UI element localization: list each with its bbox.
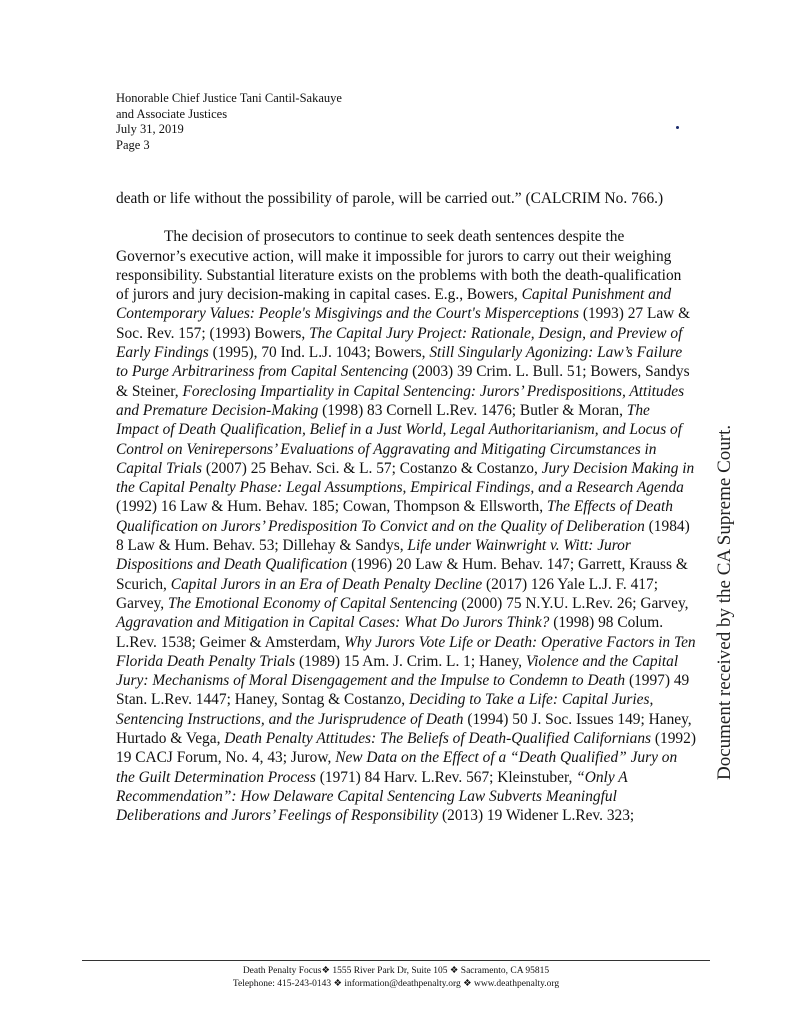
citation-title: Death Penalty Attitudes: The Beliefs of Death-Qualified Californians bbox=[224, 730, 652, 748]
citation-text: (1995), 70 Ind. L.J. 1043; Bowers, bbox=[208, 344, 430, 362]
citation-title: Life under Wainwright v. Witt: Juror Dispositions and Death Qualification bbox=[116, 537, 631, 574]
citations-paragraph bbox=[116, 227, 696, 825]
citation-title: Jury Decision Making in the Capital Penalty Phase: Legal Assumptions, Empirical Findings, and a Research Agenda bbox=[116, 459, 695, 497]
citation-title: The Effects of Death Qualification on Jurors’ Predisposition To Convict and on the Quality of Deliberation bbox=[116, 498, 673, 535]
citation-title: Aggravation and Mitigation in Capital Cases: What Do Jurors Think? bbox=[116, 614, 550, 632]
stray-dot bbox=[676, 126, 679, 129]
citation-title: The Capital Jury Project: Rationale, Design, and Preview of Early Findings bbox=[116, 324, 683, 362]
citation-title: Why Jurors Vote Life or Death: Operative Factors in Ten Florida Death Penalty Trials bbox=[116, 633, 696, 670]
addressee-line-1: Honorable Chief Justice Tani Cantil-Sakauye bbox=[116, 91, 342, 105]
citation-title: New Data on the Effect of a “Death Qualified” Jury on the Guilt Determination Process bbox=[116, 749, 678, 786]
citation-title: Violence and the Capital Jury: Mechanisms of Moral Disengagement and the Impulse to Condemn to Death bbox=[116, 652, 679, 690]
citation-list bbox=[116, 286, 696, 824]
citation-title: Capital Punishment and Contemporary Values: People's Misgivings and the Court's Misperceptions bbox=[116, 286, 672, 323]
citation-title: The Emotional Economy of Capital Sentencing bbox=[168, 594, 458, 612]
footer-rule bbox=[82, 960, 710, 961]
letter-header bbox=[116, 91, 342, 153]
citation-text: (1994) 50 J. Soc. Issues 149; Haney, Hurtado & Vega, bbox=[116, 710, 692, 748]
citation-text: (1971) 84 Harv. L.Rev. 567; Kleinstuber, bbox=[315, 768, 577, 786]
letter-date: July 31, 2019 bbox=[116, 122, 184, 136]
letterhead-footer bbox=[82, 965, 710, 991]
citation-title: The Impact of Death Qualification, Belief in a Just World, Legal Authoritarianism, and Locus of Control on Venirepersons’ Evaluations of Aggravating and Mitigating Circumstances in Capital Trials bbox=[116, 401, 683, 477]
citation-title: “Only A Recommendation”: How Delaware Capital Sentencing Law Subverts Meaningful Deliberations and Jurors’ Feelings of Responsibility bbox=[116, 768, 628, 825]
citation-text: (1997) 49 Stan. L.Rev. 1447; Haney, Sontag & Costanzo, bbox=[116, 672, 690, 709]
page-number: Page 3 bbox=[116, 137, 150, 152]
addressee-line-2: and Associate Justices bbox=[116, 106, 228, 121]
footer-address: Death Penalty Focus❖ 1555 River Park Dr, Suite 105 ❖ Sacramento, CA 95815 bbox=[242, 966, 550, 976]
citation-text: (2003) 39 Crim. L. Bull. 51; Bowers, Sandys & Steiner, bbox=[116, 363, 690, 400]
citation-text: (2000) 75 N.Y.U. L.Rev. 26; Garvey, bbox=[457, 594, 689, 612]
court-received-stamp: Document received by the CA Supreme Court. bbox=[714, 424, 735, 780]
citation-text: (2013) 19 Widener L.Rev. 323; bbox=[438, 807, 635, 825]
citation-text: (2007) 25 Behav. Sci. & L. 57; Costanzo & Costanzo, bbox=[201, 459, 542, 477]
citation-text: (1984) 8 Law & Hum. Behav. 53; Dillehay & Sandys, bbox=[116, 517, 690, 555]
continuation-paragraph: death or life without the possibility of parole, will be carried out.” (CALCRIM No. 766.) bbox=[116, 190, 664, 207]
intro-text: The decision of prosecutors to continue to seek death sentences despite the Governor’s executive action, will make it impossible for jurors to carry out their weighing responsibility. Substantial literature exists on the problems with both the death-qualification of jurors and jury decision-making in capital cases. E.g., bbox=[116, 228, 682, 304]
citation-text: (1996) 20 Law & Hum. Behav. 147; Garrett, Krauss & Scurich, bbox=[116, 556, 688, 593]
footer-contact: Telephone: 415-243-0143 ❖ information@deathpenalty.org ❖ www.deathpenalty.org bbox=[232, 979, 560, 989]
citation-text: (1998) 98 Colum. L.Rev. 1538; Geimer & Amsterdam, bbox=[116, 614, 664, 651]
citation-text: (1989) 15 Am. J. Crim. L. 1; Haney, bbox=[295, 652, 526, 670]
citation-text: (1993) 27 Law & Soc. Rev. 157; (1993) Bowers, bbox=[116, 305, 691, 342]
letter-body bbox=[116, 189, 696, 826]
citation-title: Deciding to Take a Life: Capital Juries, Sentencing Instructions, and the Jurisprudence of Death bbox=[116, 691, 654, 728]
citation-text: (1992) 16 Law & Hum. Behav. 185; Cowan, Thompson & Ellsworth, bbox=[116, 498, 547, 516]
citation-text: (1998) 83 Cornell L.Rev. 1476; Butler & Moran, bbox=[318, 401, 627, 419]
citation-title: Capital Jurors in an Era of Death Penalty Decline bbox=[170, 575, 483, 593]
citation-title: Still Singularly Agonizing: Law’s Failure to Purge Arbitrariness from Capital Sentencing bbox=[116, 344, 683, 381]
citation-title: Foreclosing Impartiality in Capital Sentencing: Jurors’ Predispositions, Attitudes and Premature Decision-Making bbox=[116, 382, 685, 419]
citation-text: Bowers, bbox=[466, 286, 522, 304]
citation-text: (2017) 126 Yale L.J. F. 417; Garvey, bbox=[116, 575, 658, 612]
citation-text: (1992) 19 CACJ Forum, No. 4, 43; Jurow, bbox=[116, 730, 696, 767]
